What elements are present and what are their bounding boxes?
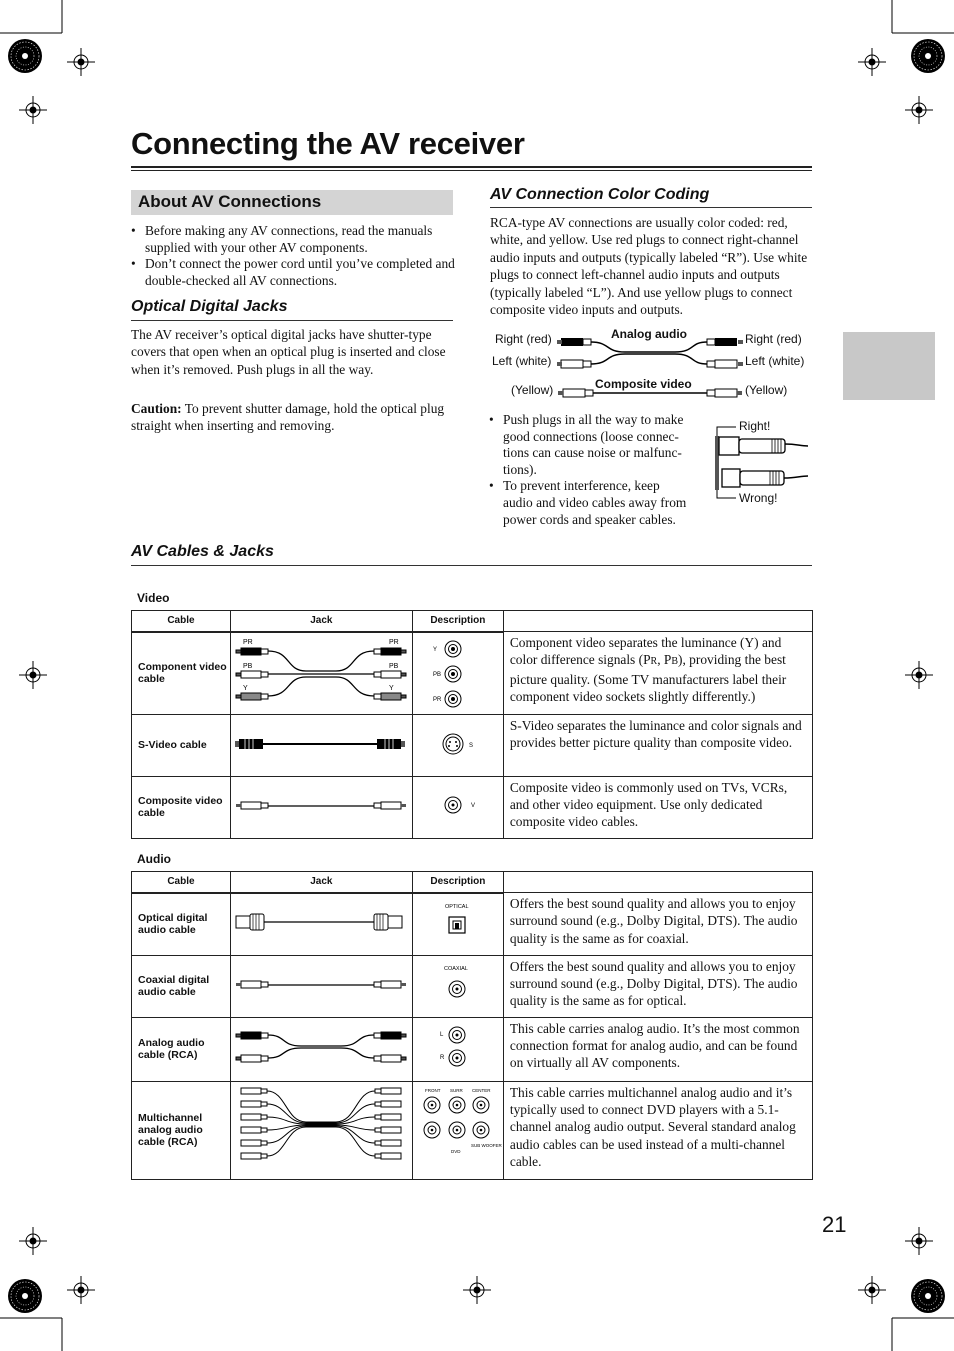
s-video-jack-icon [413, 715, 503, 771]
jack-illustration [412, 1017, 503, 1081]
caution-label: Caution: [131, 401, 182, 416]
multichannel-jacks-icon [413, 1082, 503, 1174]
audio-table [131, 871, 813, 1180]
about-bullet-2: • Don’t connect the power cord until you’ve completed and double-checked all AV connections. [131, 256, 456, 289]
color-coding-bullet-1 [489, 412, 711, 478]
optical-jack-icon [413, 894, 503, 950]
component-jacks-icon [413, 633, 503, 709]
desc-sub-b: B [671, 656, 679, 668]
label-left-white-right: Left (white) [745, 354, 805, 368]
color-coding-bullet-2 [489, 478, 711, 528]
analog-cable-icon [231, 1018, 411, 1076]
color-coding-bullets [489, 412, 711, 528]
plug-insertion-figure [712, 424, 812, 502]
col-jack: Jack [230, 872, 412, 893]
cable-illustration [230, 1017, 412, 1081]
cable-illustration [230, 955, 412, 1017]
audio-label: Audio [137, 852, 171, 866]
jack-illustration [412, 955, 503, 1017]
optical-heading: Optical Digital Jacks [131, 298, 288, 315]
bullet1-line-3: tions can cause noise or malfunc- [503, 445, 682, 461]
white-plug-right [707, 360, 743, 368]
optical-rule [131, 320, 453, 321]
composite-cable-icon [231, 777, 411, 833]
cable-label-pb-right: PB [388, 662, 399, 670]
cable-name: Multichannel analog audio cable (RCA) [132, 1081, 231, 1179]
table-row [132, 714, 813, 776]
audio-table-header [132, 872, 813, 893]
label-right-red-left: Right (red) [495, 332, 552, 346]
bullet2-line-1: To prevent interference, keep [503, 478, 660, 494]
multichannel-cable-icon [231, 1082, 411, 1174]
col-desc: Description [412, 872, 503, 893]
jack-illustration [412, 893, 503, 956]
jack-illustration [412, 1081, 503, 1179]
desc-part-a: Component video separates the luminance (Y) and color difference signals (P [509, 635, 782, 668]
page-title: Connecting the AV receiver [131, 126, 525, 161]
cable-description: This cable carries analog audio. It’s the most common connection format for analog audio, and can be found on virtually all AV components. [503, 1017, 812, 1081]
cable-illustration [230, 893, 412, 956]
section-tab [843, 332, 935, 400]
col-jack: Jack [230, 611, 412, 632]
label-composite-video: Composite video [595, 377, 692, 391]
cable-name: Optical digital audio cable [132, 893, 231, 956]
bullet1-line-1: Push plugs in all the way to make [503, 412, 684, 427]
desc-part-c: ), providing the best picture quality. (Some TV manufacturers label their component video sockets slightly differently.) [509, 652, 787, 705]
coaxial-jack-icon [413, 956, 503, 1012]
color-coding-rule [490, 207, 812, 208]
col-cable: Cable [132, 872, 231, 893]
cable-illustration [230, 1081, 412, 1179]
table-row [132, 776, 813, 838]
video-table-header [132, 611, 813, 632]
coaxial-cable-icon [231, 956, 411, 1012]
cable-label-y-left: Y [242, 684, 248, 692]
red-plug-left [557, 338, 591, 346]
col-cable: Cable [132, 611, 231, 632]
cable-description: This cable carries multichannel analog audio and it’s typically used to connect DVD players with a 5.1-channel analog audio output. Several standard analog audio cables can be used instead of a multi-channel cable. [503, 1081, 812, 1179]
jack-label-s: S [468, 742, 473, 749]
cable-name: Composite video cable [132, 776, 231, 838]
cable-label-pb-left: PB [242, 662, 253, 670]
label-yellow-left: (Yellow) [511, 383, 554, 397]
jack-label-subwoofer: SUB WOOFER [470, 1142, 502, 1148]
label-right: Right! [739, 419, 771, 433]
jack-label-front: FRONT [424, 1087, 441, 1093]
table-row [132, 1017, 813, 1081]
jack-label-l: L [439, 1031, 444, 1038]
bullet1-line-2: good connections (loose connec- [503, 428, 679, 444]
component-cable-icon [231, 633, 411, 709]
jack-label-coaxial: COAXIAL [443, 965, 468, 972]
page-number: 21 [822, 1212, 847, 1237]
label-left-white-left: Left (white) [492, 354, 552, 368]
cables-heading: AV Cables & Jacks [131, 543, 274, 560]
color-coding-heading: AV Connection Color Coding [490, 186, 710, 203]
jack-label-pr: PR [432, 696, 442, 703]
optical-paragraph: The AV receiver’s optical digital jacks have shutter-type covers that open when an optical plug is inserted and close when it’s removed. Push plugs in all the way. [131, 327, 446, 377]
label-right-red-right: Right (red) [745, 332, 802, 346]
jack-illustration [412, 714, 503, 776]
about-heading: About AV Connections [131, 190, 453, 215]
cable-name: S-Video cable [132, 714, 231, 776]
red-plug-right [707, 338, 743, 346]
cable-illustration [230, 632, 412, 715]
color-coding-diagram [555, 330, 745, 405]
col-desc: Description [412, 611, 503, 632]
yellow-plug-left [558, 389, 593, 397]
bullet1-line-4: tions). [503, 461, 537, 477]
cable-description [503, 632, 812, 715]
caution-text: To prevent shutter damage, hold the optical plug straight when inserting and removing. [131, 401, 445, 434]
cable-name: Component video cable [132, 632, 231, 715]
cable-label-y-right: Y [388, 684, 394, 692]
cable-description: S-Video separates the luminance and color signals and provides better picture quality than composite video. [503, 714, 812, 776]
jack-label-dvd: DVD [450, 1148, 461, 1154]
cable-description: Offers the best sound quality and allows you to enjoy surround sound (e.g., Dolby Digital, DTS). The audio quality is the same as for coaxial. [503, 893, 812, 956]
jack-label-pb: PB [432, 671, 441, 678]
table-row [132, 893, 813, 956]
composite-jack-icon [413, 777, 503, 833]
jack-label-v: V [470, 802, 475, 809]
video-table [131, 610, 813, 839]
desc-part-b: , P [657, 652, 672, 668]
label-wrong: Wrong! [739, 491, 778, 505]
cable-name: Analog audio cable (RCA) [132, 1017, 231, 1081]
optical-cable-icon [231, 894, 411, 950]
white-plug-left [557, 360, 591, 368]
cable-description: Offers the best sound quality and allows you to enjoy surround sound (e.g., Dolby Digital, DTS). The audio quality is the same as for optical. [503, 955, 812, 1017]
bullet2-line-2: audio and video cables away from [503, 494, 687, 510]
bullet2-line-3: power cords and speaker cables. [503, 511, 676, 527]
jack-label-center: CENTER [471, 1087, 491, 1093]
color-coding-paragraph: RCA-type AV connections are usually color coded: red, white, and yellow. Use red plugs to connect right-channel audio inputs and outputs (typically labeled “R”). Use white plugs to connect left-channel audio inputs and outputs (typically labeled “L”). And use yellow plugs to connect composite video inputs and outputs. [490, 215, 808, 318]
jack-illustration [412, 776, 503, 838]
jack-label-r: R [439, 1054, 445, 1061]
s-video-cable-icon [231, 715, 411, 771]
table-row [132, 1081, 813, 1179]
jack-label-surr: SURR [449, 1087, 463, 1093]
video-label: Video [137, 591, 170, 605]
cable-label-pr-left: PR [242, 638, 253, 646]
desc-sub-r: R [650, 656, 658, 668]
jack-illustration [412, 632, 503, 715]
cable-description: Composite video is commonly used on TVs, VCRs, and other video equipment. Use only dedicated composite video cables. [503, 776, 812, 838]
caution-paragraph [131, 400, 456, 435]
label-analog-audio: Analog audio [611, 327, 687, 341]
about-bullets [131, 223, 456, 289]
cable-illustration [230, 714, 412, 776]
about-bullet-1: • Before making any AV connections, read the manuals supplied with your other AV components. [131, 223, 456, 256]
cable-label-pr-right: PR [388, 638, 399, 646]
analog-jacks-icon [413, 1018, 503, 1076]
cables-rule [131, 565, 812, 566]
yellow-plug-right [707, 389, 742, 397]
jack-label-optical: OPTICAL [444, 903, 469, 910]
label-yellow-right: (Yellow) [745, 383, 788, 397]
cable-name: Coaxial digital audio cable [132, 955, 231, 1017]
title-rule [131, 166, 812, 171]
table-row [132, 632, 813, 715]
table-row [132, 955, 813, 1017]
jack-label-y: Y [432, 646, 437, 653]
cable-illustration [230, 776, 412, 838]
